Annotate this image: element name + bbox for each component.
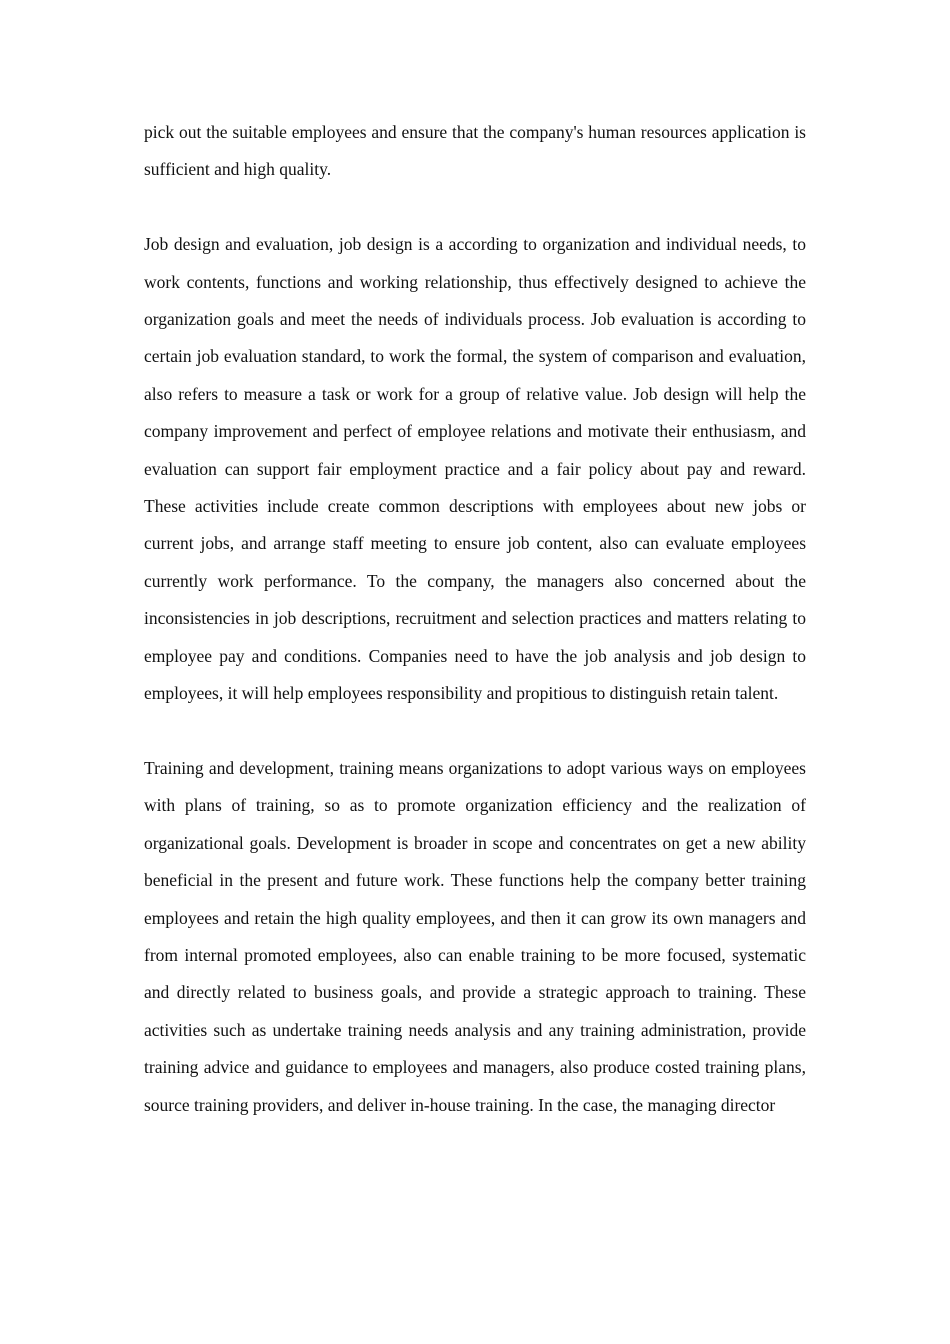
paragraph-recruitment-end: pick out the suitable employees and ensure that the company's human resources application is sufficient and high quality. xyxy=(144,122,806,180)
paragraph-training: Training and development, training means organizations to adopt various ways on employees with plans of training, so as to promote organization efficiency and the realization of organizational goals. Development is broader in scope and concentrates on get a new ability beneficial in the present and future work. These functions help the company better training employees and retain the high quality employees, and then it can grow its own managers and from internal promoted employees, also can enable training to be more focused, systematic and directly related to business goals, and provide a strategic approach to training. These activities such as undertake training needs analysis and any training administration, provide training advice and guidance to employees and managers, also produce costed training plans, source training providers, and deliver in-house training. In the case, the managing director xyxy=(144,757,806,1115)
document-page xyxy=(144,114,806,1124)
paragraph-job-design: Job design and evaluation, job design is a according to organization and individual needs, to work contents, functions and working relationship, thus effectively designed to achieve the organization goals and meet the needs of individuals process. Job evaluation is according to certain job evaluation standard, to work the formal, the system of comparison and evaluation, also refers to measure a task or work for a group of relative value. Job design will help the company improvement and perfect of employee relations and motivate their enthusiasm, and evaluation can support fair employment practice and a fair policy about pay and reward. These activities include create common descriptions with employees about new jobs or current jobs, and arrange staff meeting to ensure job content, also can evaluate employees currently work performance. To the company, the managers also concerned about the inconsistencies in job descriptions, recruitment and selection practices and matters relating to employee pay and conditions. Companies need to have the job analysis and job design to employees, it will help employees responsibility and propitious to distinguish retain talent. xyxy=(144,234,806,704)
